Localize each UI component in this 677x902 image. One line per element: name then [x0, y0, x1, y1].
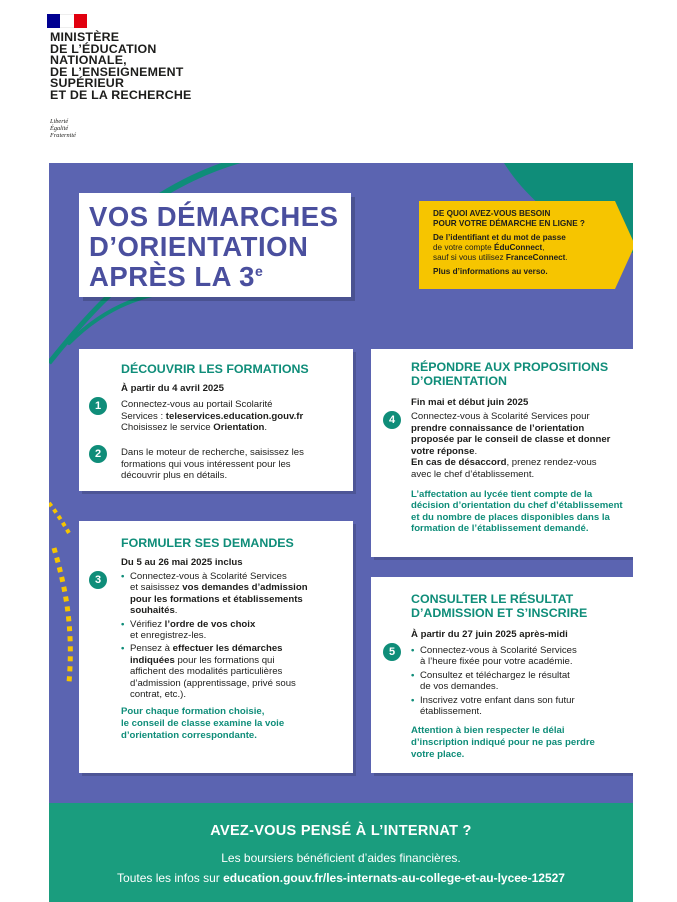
banner-heading: AVEZ-VOUS PENSÉ À L’INTERNAT ? [210, 823, 472, 839]
title-line: VOS DÉMARCHES [89, 201, 339, 232]
step-number: 1 [89, 397, 107, 415]
internat-banner [49, 803, 633, 902]
card-date: À partir du 4 avril 2025 [121, 383, 224, 394]
card-date: Du 5 au 26 mai 2025 inclus [121, 557, 243, 568]
motto [50, 118, 76, 139]
step-number: 4 [383, 411, 401, 429]
card-title: FORMULER SES DEMANDES [121, 536, 294, 550]
card-note: Attention à bien respecter le délai d’inscription indiqué pour ne pas perdre votre place. [411, 725, 595, 760]
ministry-line: DE L’ÉDUCATION [50, 41, 157, 56]
list-item: • Connectez-vous à Scolarité Services et saisissez vos demandes d’admission pour les formations et établissements souhaités. [121, 571, 347, 617]
step-number: 5 [383, 643, 401, 661]
step-number: 3 [89, 571, 107, 589]
card-title: RÉPONDRE AUX PROPOSITIONS D’ORIENTATION [411, 360, 609, 388]
card-consulter [371, 577, 633, 773]
ministry-line: DE L’ENSEIGNEMENT [50, 64, 184, 79]
internat-link[interactable]: education.gouv.fr/les-internats-au-college-et-au-lycee-12527 [223, 871, 565, 885]
list-item: • Inscrivez votre enfant dans son futur établissement. [411, 695, 633, 718]
callout-text: De l’identifiant et du mot de passe [433, 233, 566, 242]
step-list [411, 645, 633, 760]
card-note: Pour chaque formation choisie, le conseil de classe examine la voie d’orientation correspondante. [121, 706, 285, 741]
callout-heading: DE QUOI AVEZ-VOUS BESOIN [433, 209, 551, 218]
ministry-line: MINISTÈRE [50, 30, 120, 44]
list-item: • Vérifiez l’ordre de vos choix et enregistrez-les. [121, 619, 347, 642]
motto-line: Égalité [50, 125, 69, 132]
ministry-line: NATIONALE, [50, 53, 127, 68]
callout-text: sauf si vous utilisez FranceConnect. [433, 253, 568, 262]
list-item: • Consultez et téléchargez le résultat de vos demandes. [411, 670, 633, 693]
step-text: Dans le moteur de recherche, saisissez les formations qui vous intéressent pour les découvrir plus en détails. [121, 447, 304, 482]
title-line: APRÈS LA 3e [89, 261, 264, 292]
card-formuler [79, 521, 353, 773]
step-text: Connectez-vous à Scolarité Services pour prendre connaissance de l’orientation proposée par le conseil de classe et donner votre réponse. En cas de désaccord, prenez rendez-vous avec le chef d’établissement. L’affectation au lycée tient compte de la décision d’orientation du chef d’établissement et du nombre de places disponibles dans la formation de l’établissement demandé. [411, 411, 633, 535]
ministry-line: SUPÉRIEUR [50, 76, 125, 91]
poster-panel [49, 163, 633, 803]
info-callout [419, 201, 633, 289]
ministry-name [50, 32, 192, 102]
card-decouvrir [79, 349, 353, 491]
callout-heading: POUR VOTRE DÉMARCHE EN LIGNE ? [433, 219, 585, 228]
step-list [121, 571, 347, 741]
card-date: Fin mai et début juin 2025 [411, 397, 529, 408]
list-item: • Connectez-vous à Scolarité Services à l’heure fixée pour votre académie. [411, 645, 633, 668]
card-title: CONSULTER LE RÉSULTAT D’ADMISSION ET S’INSCRIRE [411, 592, 588, 620]
step-number: 2 [89, 445, 107, 463]
republique-flag-logo [47, 14, 87, 28]
poster-title [79, 193, 351, 297]
motto-line: Liberté [50, 118, 69, 125]
card-title: DÉCOUVRIR LES FORMATIONS [121, 362, 309, 376]
card-note: L’affectation au lycée tient compte de la décision d’orientation du chef d’établissement et du nombre de places disponibles dans la formation de l’établissement demandé. [411, 488, 623, 535]
callout-text: de votre compte ÉduConnect, [433, 243, 545, 252]
callout-text: Plus d’informations au verso. [433, 267, 548, 276]
step-text: Connectez-vous au portail Scolarité Services : teleservices.education.gouv.fr Choisissez le service Orientation. [121, 399, 304, 434]
ministry-line: ET DE LA RECHERCHE [50, 87, 192, 102]
banner-text: Toutes les infos sur education.gouv.fr/les-internats-au-college-et-au-lycee-12527 [117, 871, 565, 885]
title-line: D’ORIENTATION [89, 231, 309, 262]
card-repondre [371, 349, 633, 557]
list-item: • Pensez à effectuer les démarches indiquées pour les formations qui affichent des modalités particulières d’admission (apprentissage, privé sous contrat, etc.). [121, 643, 347, 700]
motto-line: Fraternité [50, 132, 76, 139]
banner-text: Les boursiers bénéficient d’aides financières. [221, 851, 461, 865]
card-date: À partir du 27 juin 2025 après-midi [411, 629, 568, 640]
